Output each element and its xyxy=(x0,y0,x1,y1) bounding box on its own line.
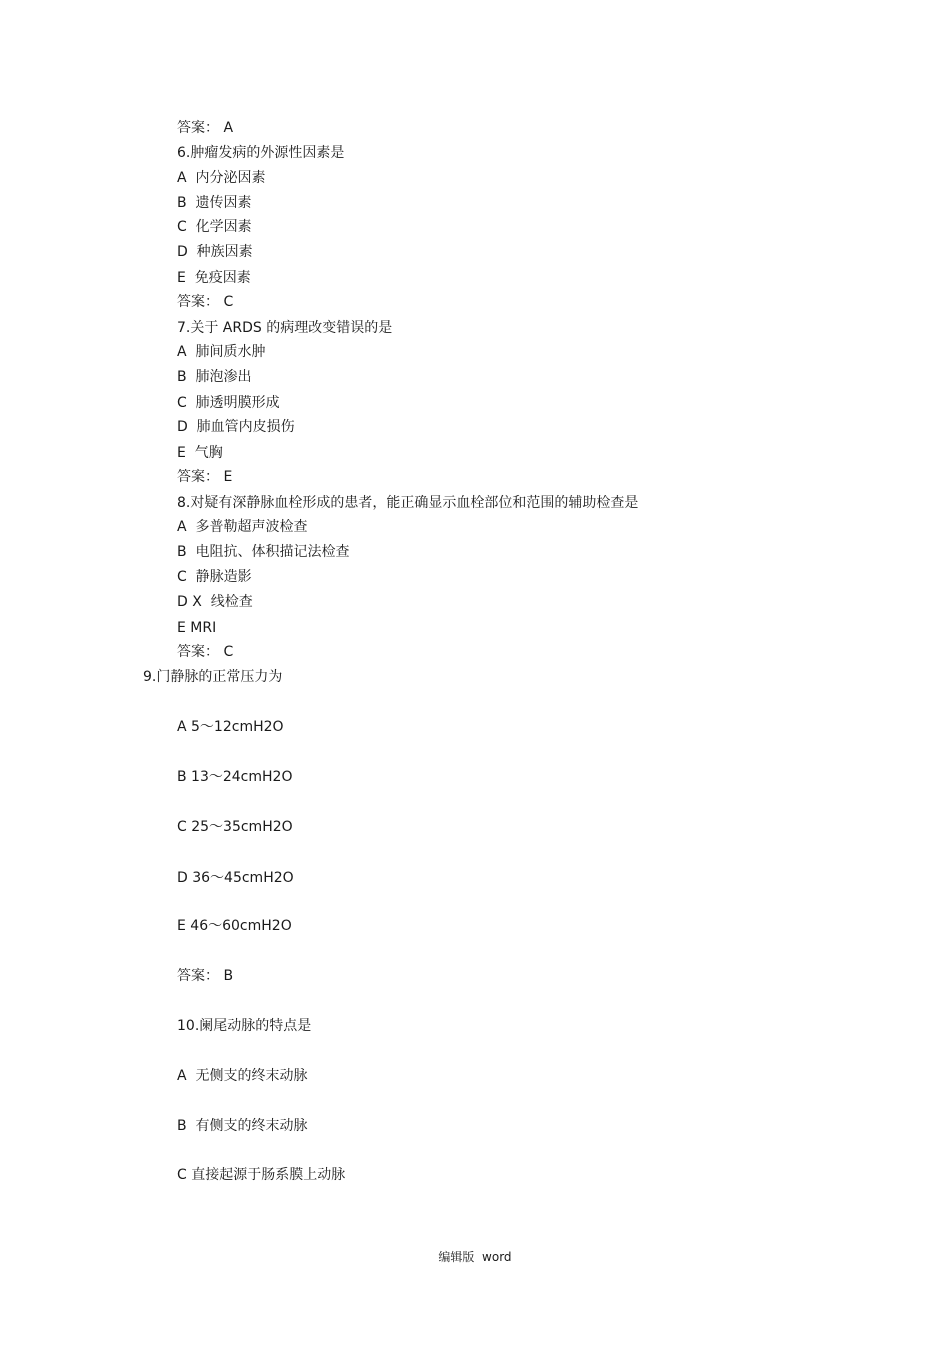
question-8-option-e: E MRI xyxy=(177,620,217,636)
page-footer: 编辑版 word xyxy=(438,1250,512,1264)
question-6-answer: 答案： C xyxy=(177,294,234,310)
question-6-option-a: A 内分泌因素 xyxy=(177,170,266,186)
question-6-option-c: C 化学因素 xyxy=(177,219,252,235)
question-6-option-d: D 种族因素 xyxy=(177,244,253,260)
question-10-option-c: C 直接起源于肠系膜上动脉 xyxy=(177,1167,346,1183)
question-7: 7.关于 ARDS 的病理改变错误的是 xyxy=(177,320,393,336)
question-7-option-e: E 气胸 xyxy=(177,445,223,461)
question-9-option-b: B 13～24cmH2O xyxy=(177,769,293,785)
question-8-option-c: C 静脉造影 xyxy=(177,569,252,585)
question-9-option-c: C 25～35cmH2O xyxy=(177,819,293,835)
question-10-option-a: A 无侧支的终末动脉 xyxy=(177,1068,308,1084)
answer-line: 答案： A xyxy=(177,120,234,136)
question-8: 8.对疑有深静脉血栓形成的患者，能正确显示血栓部位和范围的辅助检查是 xyxy=(177,495,639,511)
question-6-option-e: E 免疫因素 xyxy=(177,270,251,286)
question-10: 10.阑尾动脉的特点是 xyxy=(177,1018,312,1034)
question-9-option-d: D 36～45cmH2O xyxy=(177,870,294,886)
question-8-answer: 答案： C xyxy=(177,644,234,660)
question-8-option-b: B 电阻抗、体积描记法检查 xyxy=(177,544,350,560)
question-9-option-a: A 5～12cmH2O xyxy=(177,719,284,735)
question-8-option-d: D X 线检查 xyxy=(177,594,253,610)
question-10-option-b: B 有侧支的终末动脉 xyxy=(177,1118,308,1134)
question-9: 9.门静脉的正常压力为 xyxy=(143,669,283,685)
question-8-option-a: A 多普勒超声波检查 xyxy=(177,519,308,535)
question-7-option-b: B 肺泡渗出 xyxy=(177,369,252,385)
question-6-option-b: B 遗传因素 xyxy=(177,195,252,211)
question-7-option-c: C 肺透明膜形成 xyxy=(177,395,280,411)
question-9-option-e: E 46～60cmH2O xyxy=(177,918,292,934)
question-7-option-a: A 肺间质水肿 xyxy=(177,344,266,360)
question-7-option-d: D 肺血管内皮损伤 xyxy=(177,419,295,435)
question-6: 6.肿瘤发病的外源性因素是 xyxy=(177,145,345,161)
question-7-answer: 答案： E xyxy=(177,469,233,485)
question-9-answer: 答案： B xyxy=(177,968,234,984)
